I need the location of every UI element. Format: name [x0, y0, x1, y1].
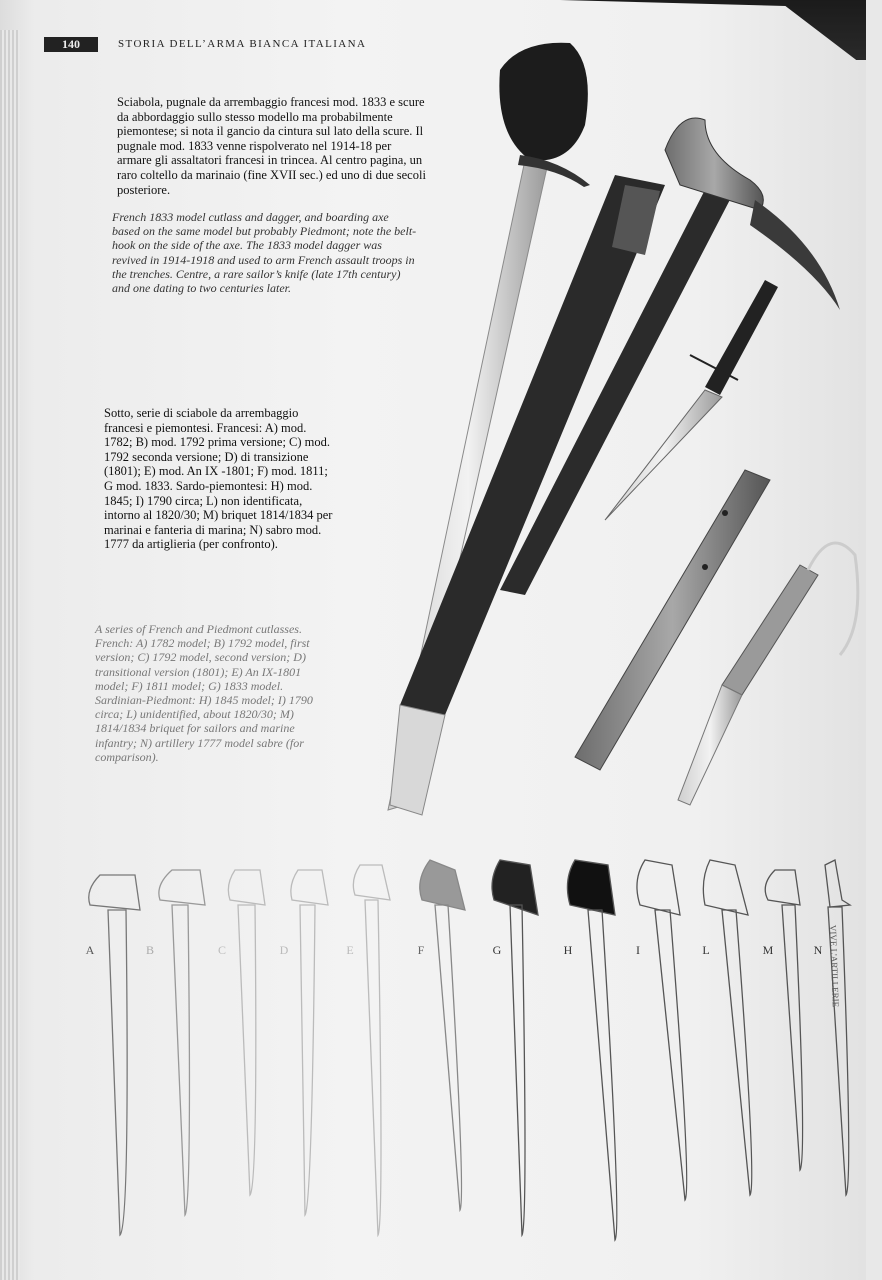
- sabre-label-m: M: [762, 943, 774, 957]
- sabre-m: [762, 870, 802, 1170]
- sabre-drawings: [60, 845, 860, 1255]
- sabre-label-d: D: [279, 943, 289, 957]
- sabre-i: [637, 860, 687, 1200]
- sabre-label-e: E: [346, 943, 354, 957]
- sabre-l: [703, 860, 751, 1195]
- sabre-n: [825, 860, 850, 1195]
- sabre-label-i: I: [636, 943, 640, 957]
- caption-bottom-english: A series of French and Piedmont cutlasses. French: A) 1782 model; B) 1792 model, first version; C) 1792 model, second version; D) transitional version (1801); E) An IX-1801 model; F) 1811 model; G) 1833 model. Sardinian-Piedmont: H) 1845 model; I) 1790 circa; L) unidentified, about 1820/30; M) 1814/1834 briquet for sailors and marine infantry; N) artillery 1777 model sabre (for comparison).: [95, 622, 313, 764]
- caption-top-italian: Sciabola, pugnale da arrembaggio francesi mod. 1833 e scure da abbordaggio sullo stesso modello ma probabilmente piemontese; si nota il gancio da cintura sul lato della scure. Il pugnale mod. 1833 venne rispolverato nel 1914-18 per armare gli assaltatori francesi in trincea. Al centro pagina, un raro coltello da marinaio (fine XVII sec.) ed uno di due secoli posteriore.: [117, 95, 426, 197]
- page-right-edge: [866, 0, 882, 1280]
- sabre-a: [89, 875, 140, 1235]
- sabre-h: [567, 860, 616, 1240]
- sabre-f: [417, 860, 465, 1210]
- sabre-label-b: B: [145, 943, 155, 957]
- caption-bottom-italian: Sotto, serie di sciabole da arrembaggio francesi e piemontesi. Francesi: A) mod. 1782; B) mod. 1792 prima versione; C) mod. 1792 seconda versione; D) di transizione (1801); E) mod. An IX -1801; F) mod. 1811; G mod. 1833. Sardo-piemontesi: H) mod. 1845; I) 1790 circa; L) non identificata, intorno al 1820/30; M) briquet 1814/1834 per marinai e fanteria di marina; N) sabro mod. 1777 da artiglieria (per confronto).: [104, 406, 333, 552]
- running-head: STORIA DELL’ARMA BIANCA ITALIANA: [118, 38, 367, 50]
- sabre-label-c: C: [217, 943, 227, 957]
- sabre-label-f: F: [417, 943, 425, 957]
- sabre-label-a: A: [85, 943, 95, 957]
- sabre-b: [159, 870, 205, 1215]
- sabre-label-l: L: [702, 943, 710, 957]
- caption-top-english: French 1833 model cutlass and dagger, and boarding axe based on the same model but probably Piedmont; note the belt-hook on the side of the axe. The 1833 model dagger was revived in 1914-1918 and used to arm French assault troops in the trenches. Centre, a rare sailor’s knife (late 17th century) and one dating to two centuries later.: [112, 210, 417, 296]
- sabre-label-g: G: [492, 943, 502, 957]
- sabre-n-inscription: VIVE L'ARTILLERIE: [828, 924, 841, 1008]
- sabre-label-n: N: [813, 943, 823, 957]
- sabre-e: [353, 865, 390, 1235]
- weapons-photo: [360, 35, 860, 825]
- sabre-label-h: H: [563, 943, 573, 957]
- sabre-d: [291, 870, 328, 1215]
- sabre-c: [228, 870, 265, 1195]
- page-number: 140: [44, 37, 98, 52]
- sabre-g: [492, 860, 538, 1235]
- page-stack-edge: [0, 30, 20, 1280]
- sailor-knife-17th-century: [575, 470, 770, 770]
